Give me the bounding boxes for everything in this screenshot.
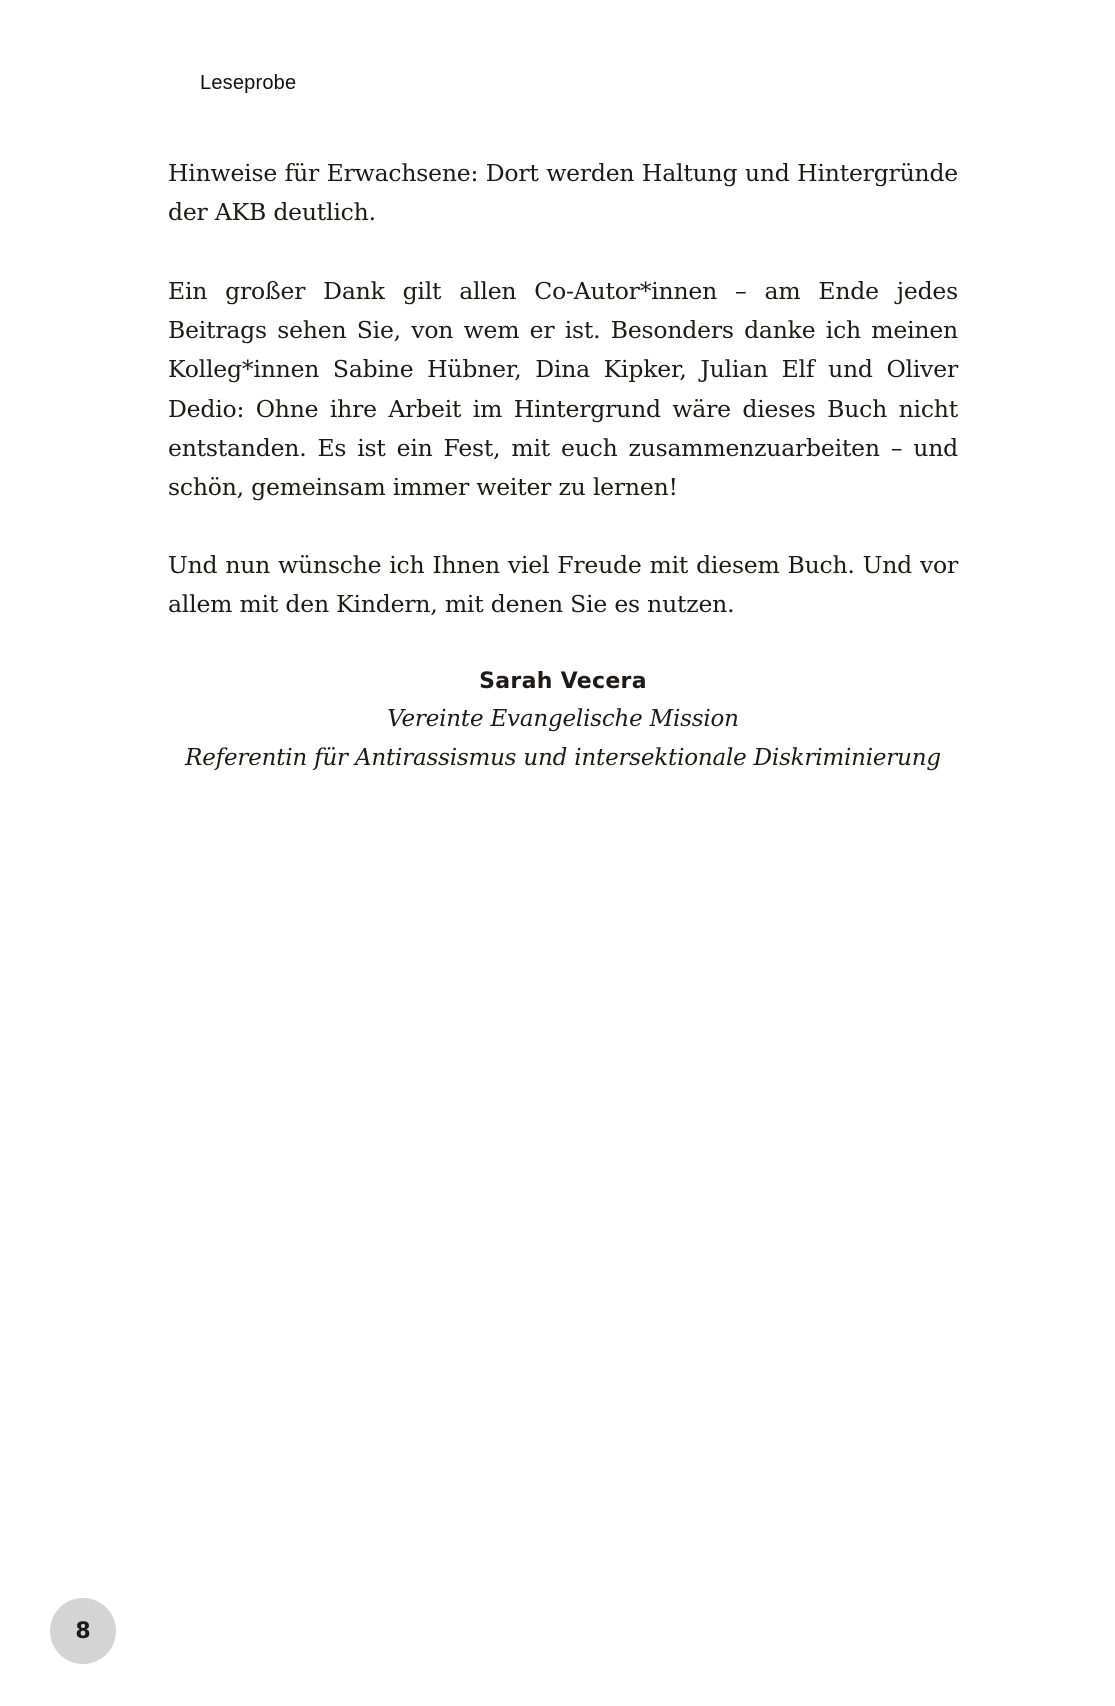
- page-number-badge: [50, 1598, 116, 1664]
- paragraph-text: Hinweise für Erwachsene: Dort werden Haltung und Hintergründe der AKB deutlich.: [168, 159, 958, 227]
- paragraph-thanks: [168, 272, 958, 507]
- author-organization: Vereinte Evangelische Mission: [387, 706, 739, 732]
- page-number: 8: [75, 1618, 91, 1644]
- paragraph-closing: [168, 546, 958, 624]
- author-role: Referentin für Antirassismus und intersektionale Diskriminierung: [185, 745, 941, 771]
- paragraph-text: Und nun wünsche ich Ihnen viel Freude mit diesem Buch. Und vor allem mit den Kindern, mit denen Sie es nutzen.: [168, 551, 958, 619]
- author-signature: [168, 664, 958, 778]
- paragraph-text: Ein großer Dank gilt allen Co-Autor*innen – am Ende jedes Beitrags sehen Sie, von wem er ist. Besonders danke ich meinen Kolleg*innen Sabine Hübner, Dina Kipker, Julian Elf und Oliver Dedio: Ohne ihre Arbeit im Hintergrund wäre dieses Buch nicht entstanden. Es ist ein Fest, mit euch zusammenzuarbeiten – und schön, gemeinsam immer weiter zu lernen!: [168, 277, 958, 502]
- page-header-label: Leseprobe: [200, 72, 297, 94]
- author-name: Sarah Vecera: [479, 669, 647, 694]
- paragraph-intro-note: [168, 154, 958, 232]
